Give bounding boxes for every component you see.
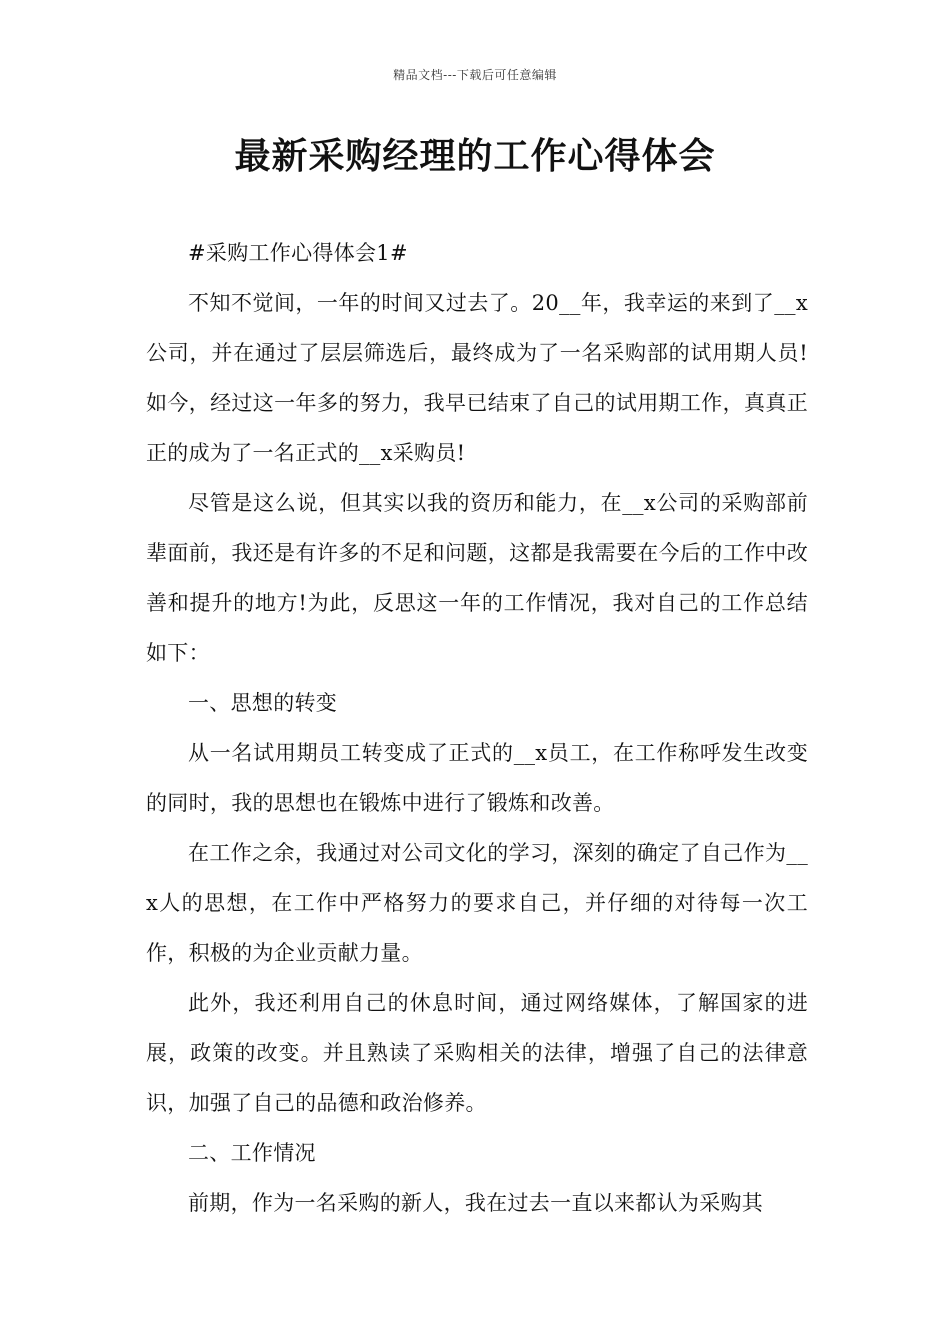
section-heading-1: #采购工作心得体会1# [188, 241, 408, 265]
header-note: 精品文档---下载后可任意编辑 [393, 68, 557, 82]
paragraph: 前期，作为一名采购的新人，我在过去一直以来都认为采购其 [188, 1191, 764, 1215]
paragraph: 不知不觉间，一年的时间又过去了。20__年，我幸运的来到了__x公司，并在通过了层层筛选后，最终成为了一名采购部的试用期人员!如今，经过这一年多的努力，我早已结束了自己的试用期工作，真真正正的成为了一名正式的__x采购员! [146, 291, 808, 465]
subheading-work-situation: 二、工作情况 [188, 1141, 316, 1165]
paragraph: 从一名试用期员工转变成了正式的__x员工，在工作称呼发生改变的同时，我的思想也在锻炼中进行了锻炼和改善。 [146, 741, 808, 815]
document-body [146, 228, 808, 1228]
document-title: 最新采购经理的工作心得体会 [234, 136, 716, 177]
paragraph: 尽管是这么说，但其实以我的资历和能力，在__x公司的采购部前辈面前，我还是有许多的不足和问题，这都是我需要在今后的工作中改善和提升的地方!为此，反思这一年的工作情况，我对自己的工作总结如下： [146, 491, 808, 665]
paragraph: 此外，我还利用自己的休息时间，通过网络媒体，了解国家的进展，政策的改变。并且熟读了采购相关的法律，增强了自己的法律意识，加强了自己的品德和政治修养。 [146, 991, 808, 1115]
paragraph: 在工作之余，我通过对公司文化的学习，深刻的确定了自己作为__x人的思想，在工作中严格努力的要求自己，并仔细的对待每一次工作，积极的为企业贡献力量。 [146, 841, 808, 965]
subheading-thought-change: 一、思想的转变 [188, 691, 338, 715]
